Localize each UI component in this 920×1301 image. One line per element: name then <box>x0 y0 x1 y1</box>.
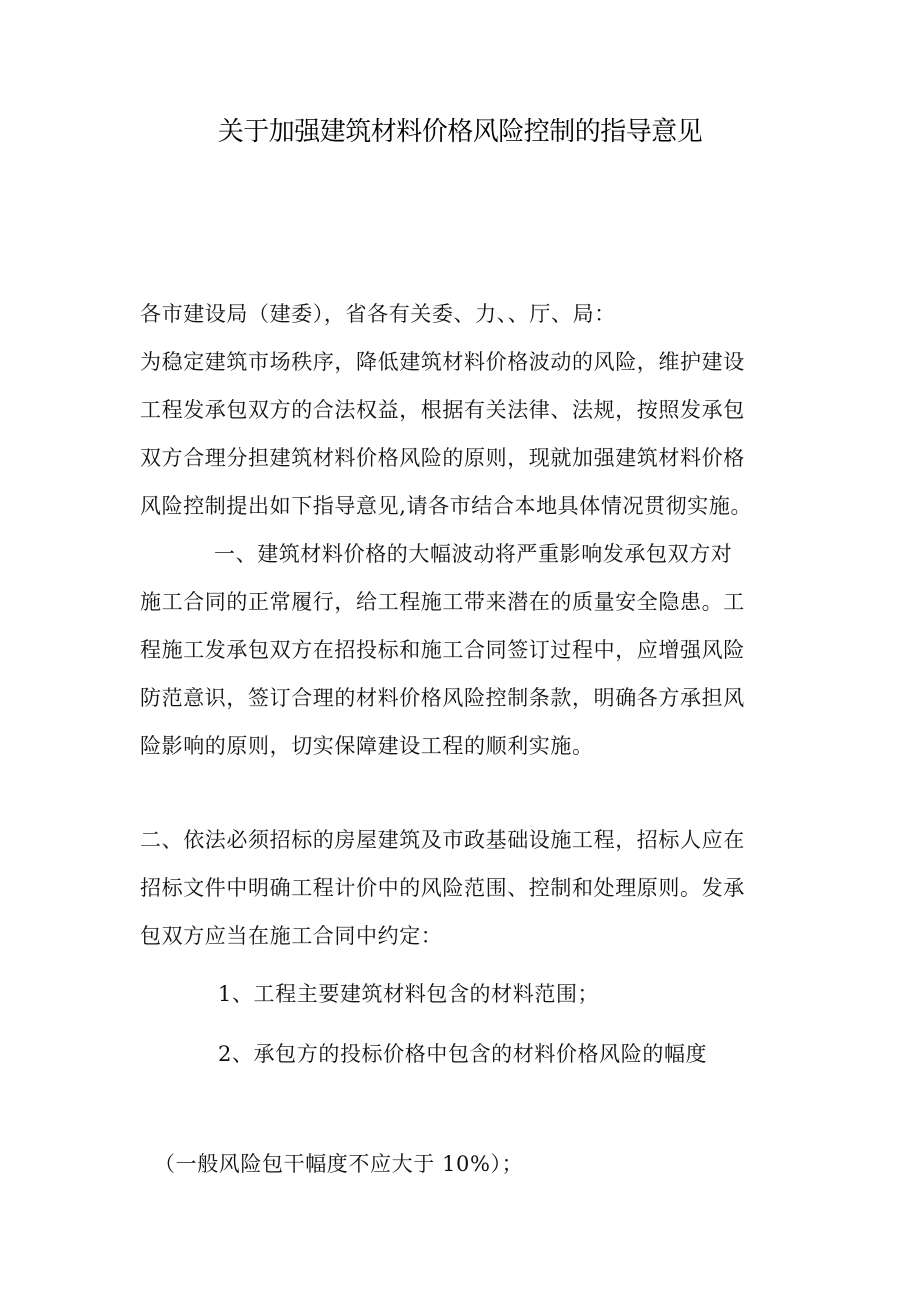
section-two-paragraph <box>140 816 790 960</box>
list-item-two <box>218 1030 778 1078</box>
section-one-line: 防范意识，签订合理的材料价格风险控制条款，明确各方承担风 <box>140 686 745 710</box>
section-two-line: 二、依法必须招标的房屋建筑及市政基础设施工程，招标人应在 <box>140 828 745 852</box>
list-item-text: 1、工程主要建筑材料包含的材料范围； <box>218 982 600 1006</box>
section-one-line: 险影响的原则，切实保障建设工程的顺利实施。 <box>140 734 594 758</box>
section-two-line: 招标文件中明确工程计价中的风险范围、控制和处理原则。发承 <box>140 876 745 900</box>
salutation-line <box>140 290 790 338</box>
intro-line: 风险控制提出如下指导意见,请各市结合本地具体情况贯彻实施。 <box>140 494 753 518</box>
intro-paragraph <box>140 338 790 530</box>
intro-line: 为稳定建筑市场秩序，降低建筑材料价格波动的风险，维护建设 <box>140 350 745 374</box>
intro-line: 工程发承包双方的合法权益，根据有关法律、法规，按照发承包 <box>140 398 745 422</box>
list-item-note-text: （一般风险包干幅度不应大于 10%）； <box>154 1152 524 1176</box>
section-one-line: 程施工发承包双方在招投标和施工合同签订过程中，应增强风险 <box>140 638 745 662</box>
section-one-line: 一、建筑材料价格的大幅波动将严重影响发承包双方对 <box>214 542 733 566</box>
list-item-text: 2、承包方的投标价格中包含的材料价格风险的幅度 <box>218 1042 708 1066</box>
salutation-text: 各市建设局（建委），省各有关委、力、、厅、局： <box>140 302 616 326</box>
section-two-line: 包双方应当在施工合同中约定： <box>140 924 443 948</box>
list-item-one <box>218 970 778 1018</box>
section-one-line: 施工合同的正常履行，给工程施工带来潜在的质量安全隐患。工 <box>140 590 745 614</box>
section-one-paragraph <box>140 530 790 770</box>
intro-line: 双方合理分担建筑材料价格风险的原则，现就加强建筑材料价格 <box>140 446 745 470</box>
document-title: 关于加强建筑材料价格风险控制的指导意见 <box>217 117 703 147</box>
list-item-two-note <box>154 1140 714 1188</box>
